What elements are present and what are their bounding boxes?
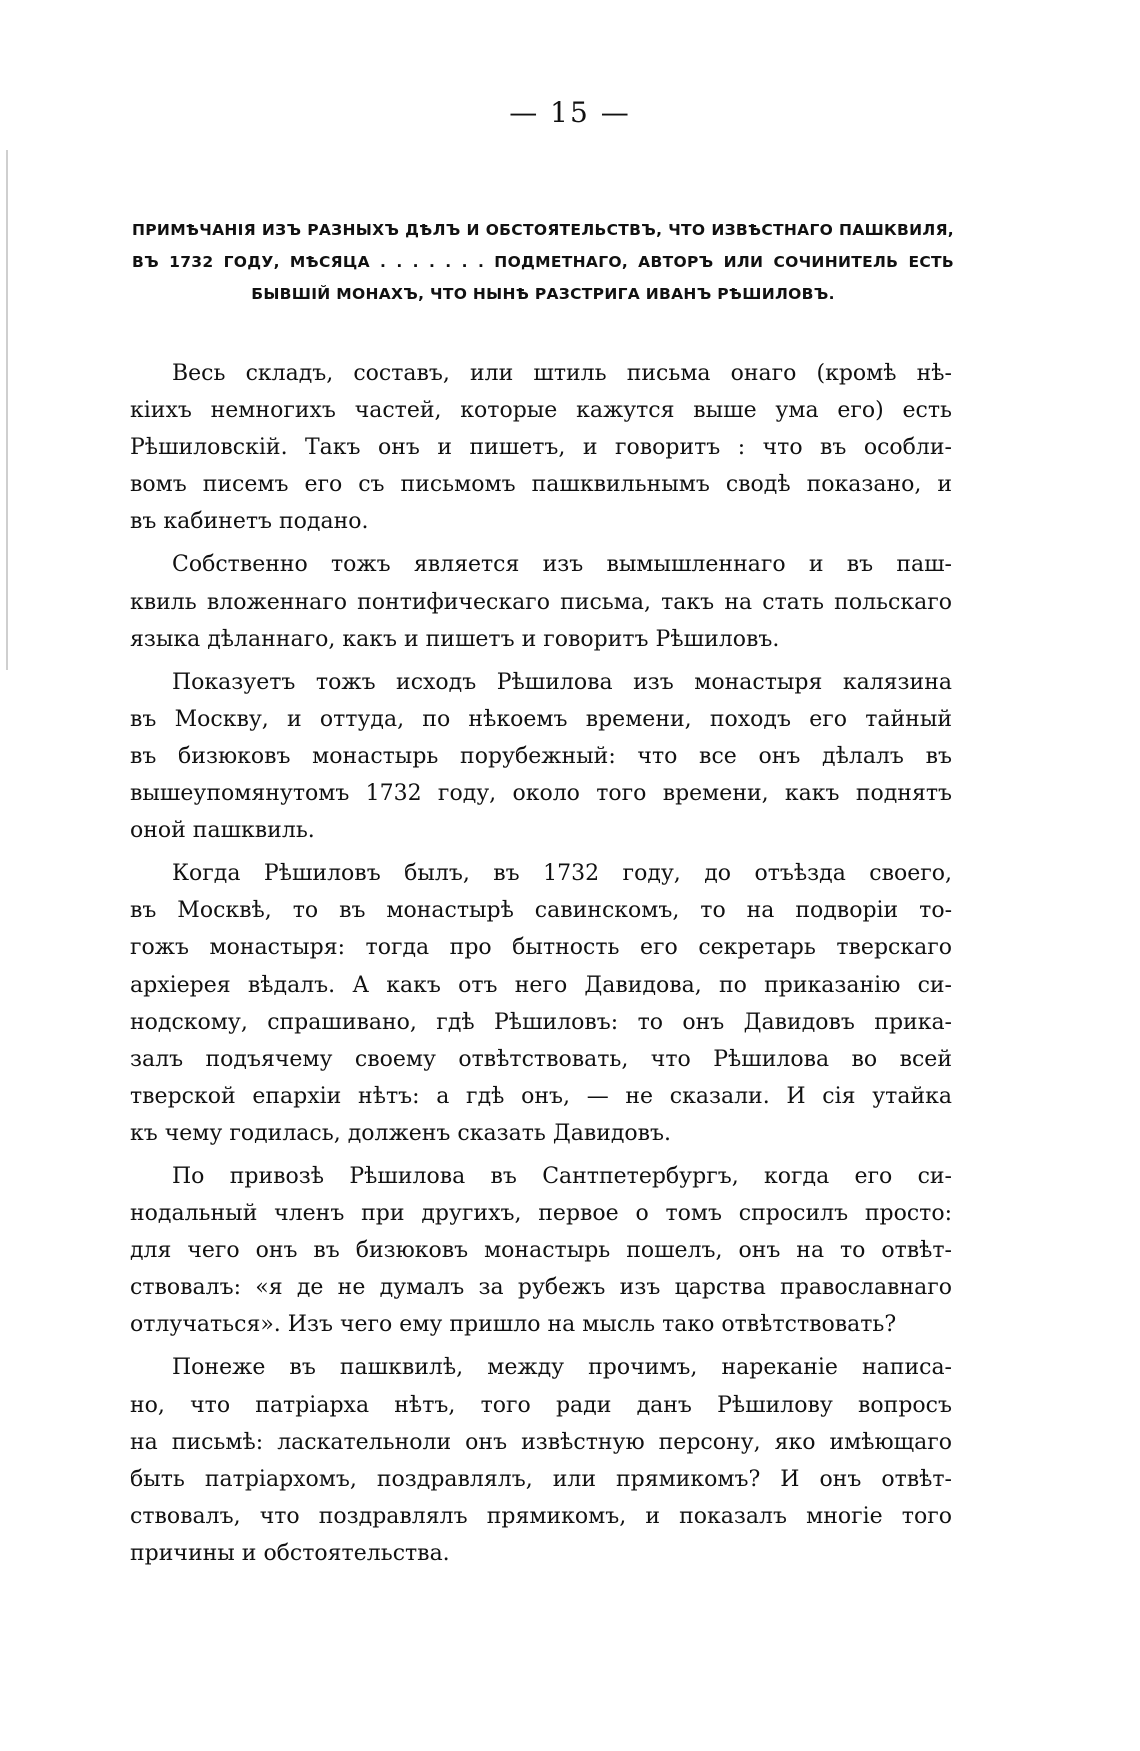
text-line: Понеже въ пашквилѣ, между прочимъ, нареканіе написа-	[172, 1355, 952, 1381]
text-line: гожъ монастыря: тогда про бытность его секретарь тверскаго	[130, 935, 952, 961]
paragraph	[130, 546, 952, 657]
text-line: Рѣшиловскій. Такъ онъ и пишетъ, и говоритъ : что въ особли-	[130, 435, 952, 461]
text-line: Весь складъ, составъ, или штиль письма онаго (кромѣ нѣ-	[172, 361, 952, 386]
text-line: квиль вложеннаго понтифическаго письма, такъ на стать польскаго	[130, 589, 952, 615]
text-line: но, что патріарха нѣтъ, того ради данъ Рѣшилову вопросъ	[130, 1392, 952, 1418]
text-line: ствовалъ, что поздравлялъ прямикомъ, и показалъ многіе того	[130, 1503, 952, 1529]
paragraph	[130, 664, 952, 849]
text-line: Когда Рѣшиловъ былъ, въ 1732 году, до отъѣзда своего,	[172, 861, 952, 887]
text-line: въ бизюковъ монастырь порубежный: что все онъ дѣлалъ въ	[130, 743, 952, 769]
text-line: По привозѣ Рѣшилова въ Сантпетербургъ, когда его си-	[172, 1163, 952, 1189]
text-line: кіихъ немногихъ частей, которые кажутся выше ума его) есть	[130, 398, 952, 424]
text-line: тверской епархіи нѣтъ: а гдѣ онъ, — не сказали. И сія утайка	[130, 1083, 952, 1109]
paragraph	[130, 1158, 952, 1343]
text-line: Показуетъ тожъ исходъ Рѣшилова изъ монастыря калязина	[172, 669, 952, 695]
scan-edge-line	[6, 150, 8, 670]
paragraph	[130, 355, 952, 540]
heading-line: ПРИМѢЧАНІЯ ИЗЪ РАЗНЫХЪ ДѢЛЪ И ОБСТОЯТЕЛЬСТВЪ, ЧТО ИЗВѢСТНАГО ПАШКВИЛЯ,	[132, 221, 954, 239]
text-line: нодскому, спрашивано, гдѣ Рѣшиловъ: то онъ Давидовъ прика-	[130, 1009, 952, 1035]
text-line: архіерея вѣдалъ. А какъ отъ него Давидова, по приказанію си-	[130, 972, 952, 998]
text-line: въ кабинетъ подано.	[130, 509, 369, 535]
text-line: въ Москву, и оттуда, по нѣкоемъ времени, походъ его тайный	[130, 706, 952, 732]
text-line: быть патріархомъ, поздравлялъ, или прямикомъ? И онъ отвѣт-	[130, 1466, 952, 1492]
text-line: вомъ писемъ его съ письмомъ пашквильнымъ сводѣ показано, и	[130, 472, 952, 498]
text-line: отлучаться». Изъ чего ему пришло на мысль тако отвѣтствовать?	[130, 1312, 897, 1338]
text-line: для чего онъ въ бизюковъ монастырь пошелъ, онъ на то отвѣт-	[130, 1238, 952, 1264]
heading-line: ВЪ 1732 ГОДУ, МѢСЯЦА . . . . . . . ПОДМЕТНАГО, АВТОРЪ ИЛИ СОЧИНИТЕЛЬ ЕСТЬ	[132, 253, 954, 271]
text-line: вышеупомянутомъ 1732 году, около того времени, какъ поднятъ	[130, 781, 952, 807]
text-line: залъ подъячему своему отвѣтствовать, что Рѣшилова во всей	[130, 1046, 952, 1072]
paragraph	[130, 1349, 952, 1572]
paragraph	[130, 855, 952, 1152]
text-line: въ Москвѣ, то въ монастырѣ савинскомъ, то на подворіи то-	[130, 898, 952, 924]
text-line: языка дѣланнаго, какъ и пишетъ и говоритъ Рѣшиловъ.	[130, 626, 780, 652]
section-heading	[132, 214, 954, 310]
page-number: — 15 —	[509, 96, 631, 129]
text-line: причины и обстоятельства.	[130, 1540, 450, 1566]
text-line: къ чему годилась, долженъ сказать Давидовъ.	[130, 1120, 672, 1146]
text-line: ствовалъ: «я де не думалъ за рубежъ изъ царства православнаго	[130, 1275, 952, 1301]
text-line: на письмѣ: ласкательноли онъ извѣстную персону, яко имѣющаго	[130, 1429, 952, 1455]
text-line: Собственно тожъ является изъ вымышленнаго и въ паш-	[172, 552, 952, 578]
body-text	[130, 355, 952, 1572]
text-line: нодальный членъ при другихъ, первое о томъ спросилъ просто:	[130, 1201, 952, 1227]
text-line: оной пашквиль.	[130, 818, 315, 844]
heading-line: БЫВШІЙ МОНАХЪ, ЧТО НЫНѢ РАЗСТРИГА ИВАНЪ РѢШИЛОВЪ.	[251, 285, 835, 303]
